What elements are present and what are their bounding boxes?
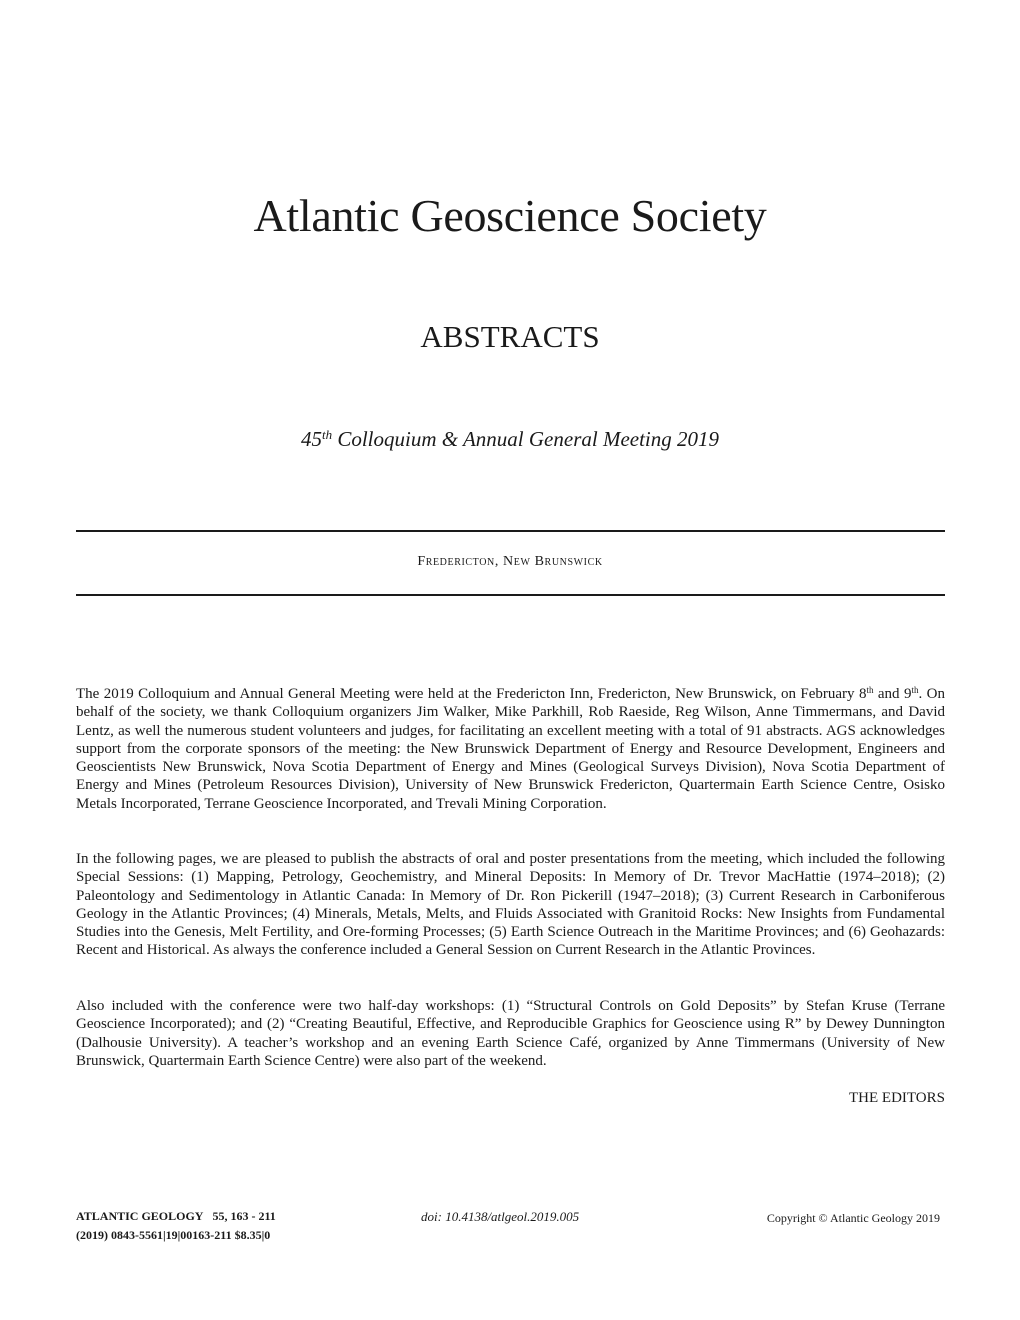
section-heading: ABSTRACTS <box>420 319 600 354</box>
meeting-location: Fredericton, New Brunswick <box>417 554 603 569</box>
signature: THE EDITORS <box>849 1090 945 1106</box>
journal-name: ATLANTIC GEOLOGY <box>76 1209 204 1223</box>
footer-issn: (2019) 0843-5561|19|00163-211 $8.35|0 <box>76 1228 271 1242</box>
sessions-paragraph: In the following pages, we are pleased to publish the abstracts of oral and poster presentations from the meeting, which included the following Special Sessions: (1) Mapping, Petrology, Geochemistry, and Mineral Deposits: In Memory of Dr. Trevor MacHattie (1974–2018); (2) Paleontology and Sedimentology in Atlantic Canada: In Memory of Dr. Ron Pickerill (1947–2018); (3) Current Research in Carboniferous Geology in the Atlantic Provinces; (4) Minerals, Metals, Melts, and Fluids Associated with Granitoid Rocks: New Insights from Fundamental Studies into the Genesis, Melt Fertility, and Ore-forming Processes; (5) Earth Science Outreach in the Maritime Provinces; and (6) Geohazards: Recent and Historical. As always the conference included a General Session on Current Research in the Atlantic Provinces. <box>76 851 945 959</box>
meeting-ordinal-number: 45 <box>300 427 322 451</box>
footer-doi: doi: 10.4138/atlgeol.2019.005 <box>421 1209 580 1224</box>
bottom-divider <box>76 594 945 596</box>
meeting-ordinal-suffix: th <box>321 427 333 442</box>
footer-journal <box>76 1208 276 1224</box>
page-title: Atlantic Geoscience Society <box>253 190 767 241</box>
top-divider <box>76 530 945 532</box>
intro-text-a: The 2019 Colloquium and Annual General Meeting were held at the Fredericton Inn, Fredericton, New Brunswick, on February 8 <box>76 686 867 702</box>
ordinal-sup-2: th <box>911 685 919 695</box>
intro-text-c: . On behalf of the society, we thank Colloquium organizers Jim Walker, Mike Parkhill, Rob Raeside, Reg Wilson, Anne Timmermans, and David Lentz, as well the numerous student volunteers and judges, for facilitating an excellent meeting with a total of 91 abstracts. AGS acknowledges support from the corporate sponsors of the meeting: the New Brunswick Department of Energy and Resource Development, Engineers and Geoscientists New Brunswick, Nova Scotia Department of Energy and Mines (Geological Surveys Division), Nova Scotia Department of Energy and Mines (Petroleum Resources Division), University of New Brunswick Fredericton, Quartermain Earth Science Centre, Osisko Metals Incorporated, Terrane Geoscience Incorporated, and Trevali Mining Corporation. <box>76 686 945 812</box>
intro-paragraph <box>76 685 945 813</box>
footer-copyright: Copyright © Atlantic Geology 2019 <box>766 1211 940 1225</box>
meeting-subtitle <box>0 424 1020 454</box>
volume-pages: 55, 163 - 211 <box>212 1209 276 1223</box>
intro-text-b: and 9 <box>873 686 912 702</box>
meeting-name: Colloquium & Annual General Meeting 2019 <box>332 427 720 451</box>
ordinal-sup-1: th <box>866 685 874 695</box>
workshops-paragraph: Also included with the conference were two half-day workshops: (1) “Structural Controls on Gold Deposits” by Stefan Kruse (Terrane Geoscience Incorporated); and (2) “Creating Beautiful, Effective, and Reproducible Graphics for Geoscience using R” by Dewey Dunnington (Dalhousie University). A teacher’s workshop and an evening Earth Science Café, organized by Anne Timmermans (University of New Brunswick, Quartermain Earth Science Centre) were also part of the weekend. <box>76 998 945 1069</box>
